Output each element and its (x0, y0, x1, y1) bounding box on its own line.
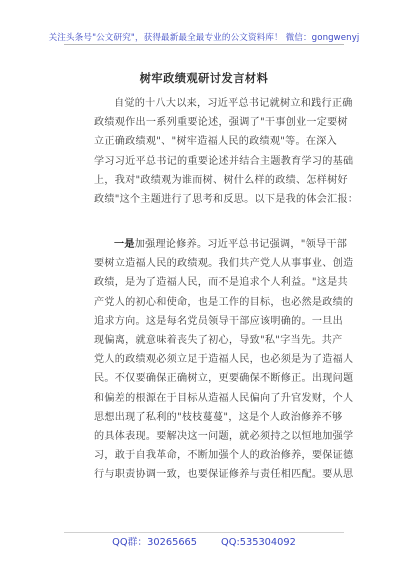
intro-paragraph (94, 94, 359, 209)
text-line: 政绩"这个主题进行了思考和反思。以下是我的体会汇报： (94, 193, 359, 205)
section-1-line-text: 加强理论修养。习近平总书记强调，"领导干部 (134, 239, 348, 250)
text-line: 的具体表现。要解决这一问题，就必须持之以恒地加强学 (94, 430, 354, 442)
document-title: 树牢政绩观研讨发言材料 (139, 71, 269, 85)
text-line: 追求方向。这是每名党员领导干部应该明确的。一旦出 (94, 315, 343, 327)
text-line: 要树立造福人民的政绩观。我们共产党人从事事业、创造 (94, 258, 354, 270)
text-line: 习，敢于自我革命，不断加强个人的政治修养，要保证德 (94, 450, 354, 462)
text-line: 思想出现了私利的"枝枝蔓蔓"，这是个人政治修养不够 (94, 411, 343, 423)
text-line: 行与职责协调一致，也要保证修养与责任相匹配。要从思 (94, 469, 354, 481)
text-line: 民。不仅要确保正确树立，更要确保不断修正。出现问题 (94, 373, 354, 385)
text-line: 自觉的十八大以来，习近平总书记就树立和践行正确 (114, 98, 353, 109)
text-line: 政绩观作出一系列重要论述，强调了"干事创业一定要树 (94, 117, 348, 129)
text-line-first (94, 235, 348, 254)
text-line: 现偏离，就意味着丧失了初心，导致"私"字当先。共产 (94, 334, 343, 346)
text-line: 党人的政绩观必须立足于造福人民，也必须是为了造福人 (94, 354, 354, 366)
text-line: 产党人的初心和使命，也是工作的目标，也必然是政绩的 (94, 296, 354, 308)
text-line: 上，我对"政绩观为谁而树、树什么样的政绩、怎样树好 (94, 174, 348, 186)
header-divider (64, 44, 344, 45)
header-banner: 关注头条号"公文研究"，获得最新最全最专业的公文资料库！ 微信：gongwenyj (48, 33, 360, 43)
footer-qq: QQ:535304092 (221, 537, 296, 548)
footer (0, 534, 408, 548)
text-line: 立正确政绩观"、"树牢造福人民的政绩观"等。在深入 (94, 136, 337, 148)
section-1-lead: 一是 (114, 239, 135, 250)
footer-qq-group: QQ群：30265665 (112, 537, 198, 548)
text-line: 学习习近平总书记的重要论述并结合主题教育学习的基础 (94, 155, 354, 167)
section-1-paragraph (94, 235, 354, 484)
text-line: 和偏差的根源在于目标从造福人民偏向了升官发财，个人 (94, 392, 354, 404)
footer-divider (64, 532, 344, 533)
text-line: 政绩，是为了造福人民，而不是追求个人利益。"这是共 (94, 277, 348, 289)
